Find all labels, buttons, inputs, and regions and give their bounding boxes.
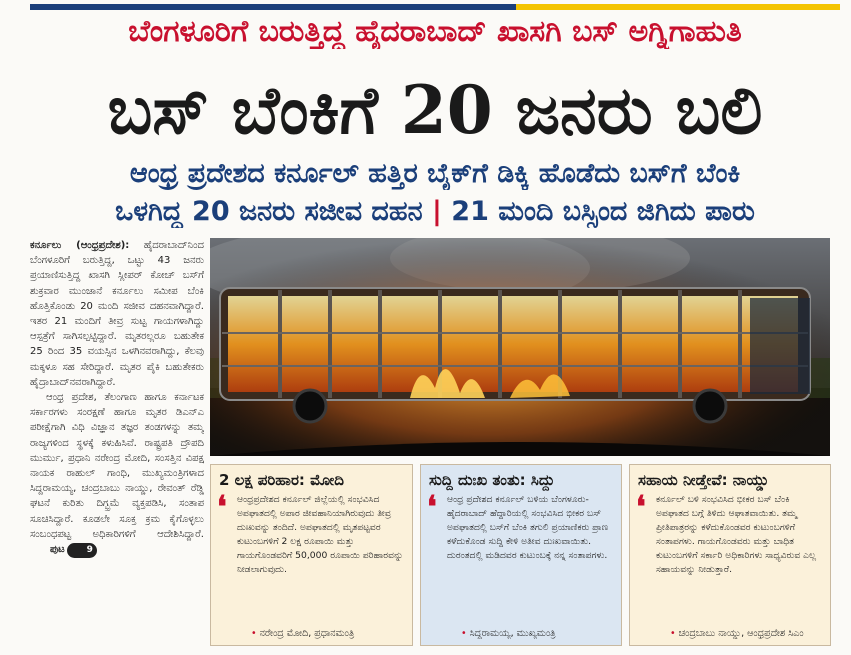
quote-box-text: ಆಂಧ್ರಪ್ರದೇಶದ ಕರ್ನೂಲ್ ಜಿಲ್ಲೆಯಲ್ಲಿ ಸಂಭವಿಸಿದ ಅಪಘಾತದಲ್ಲಿ ಅಪಾರ ಜೀವಹಾನಿಯಾಗಿರುವುದು ತೀವ್ರ ದುಃಖವನ್ನು ತಂದಿದೆ. ಅಪಘಾತದಲ್ಲಿ ಮೃತಪಟ್ಟವರ ಕುಟುಂಬಗಳಿಗೆ 2 ಲಕ್ಷ ರೂಪಾಯಿ ಮತ್ತು ಗಾಯಗೊಂಡವರಿಗೆ 50,000 ರೂಪಾಯಿ ಪರಿಹಾರವನ್ನು ನೀಡಲಾಗುವುದು. (237, 494, 404, 575)
subheadline-part-b: 21 ಮಂದಿ ಬಸ್ಸಿಂದ ಜಿಗಿದು ಪಾರು (451, 196, 755, 227)
top-color-bar (30, 4, 840, 10)
page-jump[interactable] (34, 542, 97, 558)
kicker-headline: ಬೆಂಗಳೂರಿಗೆ ಬರುತ್ತಿದ್ದ ಹೈದರಾಬಾದ್ ಖಾಸಗಿ ಬಸ್ ಅಗ್ನಿಗಾಹುತಿ (128, 14, 742, 49)
quote-box-body (421, 490, 621, 563)
quote-box-title: 2 ಲಕ್ಷ ಪರಿಹಾರ: ಮೋದಿ (219, 471, 344, 489)
quote-box-modi (210, 464, 413, 646)
bullet-icon: • (461, 628, 467, 639)
subheadline-line1: ಆಂಧ್ರ ಪ್ರದೇಶದ ಕರ್ನೂಲ್ ಹತ್ತಿರ ಬೈಕ್‌ಗೆ ಡಿಕ್ಕಿ ಹೊಡೆದು ಬಸ್‌ಗೆ ಬೆಂಕಿ (129, 158, 741, 189)
quote-mark-icon: ❛ (636, 490, 646, 525)
article-body (30, 238, 204, 643)
subheadline-separator: | (432, 196, 442, 227)
page-jump-label: ಪುಟ (50, 544, 65, 556)
attribution-text: ಸಿದ್ದರಾಮಯ್ಯ, ಮುಖ್ಯಮಂತ್ರಿ (469, 628, 556, 639)
subheadline-part-a: ಒಳಗಿದ್ದ 20 ಜನರು ಸಜೀವ ದಹನ (115, 196, 423, 227)
subheadline-line2 (30, 196, 840, 228)
quote-box-body (630, 490, 830, 577)
quote-box-title: ಸಹಾಯ ನೀಡ್ತೇವೆ: ನಾಯ್ಡು (638, 471, 769, 489)
quote-mark-icon: ❛ (217, 490, 227, 525)
bullet-icon: • (670, 628, 676, 639)
attribution-text: ನರೇಂದ್ರ ಮೋದಿ, ಪ್ರಧಾನಮಂತ್ರಿ (259, 628, 355, 639)
quote-box-siddaramaiah (420, 464, 622, 646)
quote-box-attribution (251, 628, 406, 639)
quote-box-body (211, 490, 412, 577)
burning-bus-photo (210, 238, 830, 456)
quote-mark-icon: ❛ (427, 490, 437, 525)
page-jump-number: 9 (67, 543, 97, 558)
quote-box-title: ಸುದ್ದಿ ದುಃಖ ತಂತು: ಸಿದ್ದು (429, 471, 555, 489)
quote-box-text: ಆಂಧ್ರ ಪ್ರದೇಶದ ಕರ್ನೂಲ್ ಬಳಿಯ ಬೆಂಗಳೂರು-ಹೈದರಾಬಾದ್ ಹೆದ್ದಾರಿಯಲ್ಲಿ ಸಂಭವಿಸಿದ ಭೀಕರ ಬಸ್ ಅಪಘಾತದಲ್ಲಿ ಬಸ್‌ಗೆ ಬೆಂಕಿ ತಗುಲಿ ಪ್ರಯಾಣಿಕರು ಪ್ರಾಣ ಕಳೆದುಕೊಂಡ ಸುದ್ದಿ ಕೇಳಿ ಅತೀವ ದುಃಖವಾಯಿತು. ದುರಂತದಲ್ಲಿ ಮಡಿದವರ ಕುಟುಂಬಕ್ಕೆ ನನ್ನ ಸಂತಾಪಗಳು. (447, 494, 609, 561)
bullet-icon: • (251, 628, 257, 639)
article-dateline: ಕರ್ನೂಲು (ಆಂಧ್ರಪ್ರದೇಶ): (30, 240, 130, 251)
article-paragraph-1: ಹೈದರಾಬಾದ್‌ನಿಂದ ಬೆಂಗಳೂರಿಗೆ ಬರುತ್ತಿದ್ದ, ಒಟ್ಟು 43 ಜನರು ಪ್ರಯಾಣಿಸುತ್ತಿದ್ದ ಖಾಸಗಿ ಸ್ಲೀಪರ್ ಕೋಚ್ ಬಸ್‌ಗೆ ಶುಕ್ರವಾರ ಮುಂಜಾನೆ ಕರ್ನೂಲು ಸಮೀಪ ಬೆಂಕಿ ಹೊತ್ತಿಕೊಂಡು 20 ಮಂದಿ ಸಜೀವ ದಹನವಾಗಿದ್ದಾರೆ. ಇತರ 21 ಮಂದಿಗೆ ತೀವ್ರ ಸುಟ್ಟ ಗಾಯಗಳಾಗಿದ್ದು ಆಸ್ಪತ್ರೆಗೆ ಸಾಗಿಸಲ್ಪಟ್ಟಿದ್ದಾರೆ. ಮೃತರಲ್ಲರೂ ಬಹುತೇಕ 25 ರಿಂದ 35 ವಯಸ್ಸಿನ ಒಳಗಿನವರಾಗಿದ್ದು, ಕೆಲವು ಮಕ್ಕಳೂ ಸಹ ಸೇರಿದ್ದಾರೆ. ಮೃತರ ಪೈಕಿ ಬಹುತೇಕರು ಹೈದ್ರಾಬಾದ್‌ನವರಾಗಿದ್ದಾರೆ. (30, 240, 204, 388)
article-paragraph-2: ಆಂಧ್ರ ಪ್ರದೇಶ, ತೆಲಂಗಾಣ ಹಾಗೂ ಕರ್ನಾಟಕ ಸರ್ಕಾರಗಳು ಸಂರಕ್ಷಣೆ ಹಾಗೂ ಮೃತರ ಡಿಎನ್‌ಎ ಪರೀಕ್ಷೆಗಾಗಿ ವಿಧಿ ವಿಜ್ಞಾನ ತಜ್ಞರ ತಂಡಗಳನ್ನು ತಮ್ಮ ರಾಜ್ಯಗಳಿಂದ ಸ್ಥಳಕ್ಕೆ ಕಳುಹಿಸಿವೆ. ರಾಷ್ಟ್ರಪತಿ ದ್ರೌಪದಿ ಮುರ್ಮು, ಪ್ರಧಾನಿ ನರೇಂದ್ರ ಮೋದಿ, ಸಂಸತ್ತಿನ ವಿಪಕ್ಷ ನಾಯಕ ರಾಹುಲ್ ಗಾಂಧಿ, ಮುಖ್ಯಮಂತ್ರಿಗಳಾದ ಸಿದ್ದರಾಮಯ್ಯ, ಚಂದ್ರಬಾಬು ನಾಯ್ಡು, ರೇವಂತ್ ರೆಡ್ಡಿ ಘಟನೆ ಕುರಿತು ದಿಗ್ಭ್ರಮೆ ವ್ಯಕ್ತಪಡಿಸಿ, ಸಂತಾಪ ಸೂಚಿಸಿದ್ದಾರೆ. ಕೂಡಲೇ ಸೂಕ್ತ ಕ್ರಮ ಕೈಗೊಳ್ಳಲು ಸಂಬಂಧಪಟ್ಟ ಅಧಿಕಾರಿಗಳಿಗೆ ಆದೇಶಿಸಿದ್ದಾರೆ. (30, 392, 204, 540)
main-headline: ಬಸ್ ಬೆಂಕಿಗೆ 20 ಜನರು ಬಲಿ (107, 71, 763, 149)
quote-box-attribution (461, 628, 615, 639)
quote-box-naidu (629, 464, 831, 646)
attribution-text: ಚಂದ್ರಬಾಬು ನಾಯ್ಡು, ಆಂಧ್ರಪ್ರದೇಶ ಸಿಎಂ (678, 628, 804, 639)
quote-box-attribution (670, 628, 824, 639)
quote-box-text: ಕರ್ನೂಲ್ ಬಳಿ ಸಂಭವಿಸಿದ ಭೀಕರ ಬಸ್ ಬೆಂಕಿ ಅಪಘಾತದ ಬಗ್ಗೆ ತಿಳಿದು ಆಘಾತವಾಯಿತು. ತಮ್ಮ ಪ್ರೀತಿಪಾತ್ರರನ್ನು ಕಳೆದುಕೊಂಡವರ ಕುಟುಂಬಗಳಿಗೆ ಸಂತಾಪಗಳು. ಗಾಯಗೊಂಡವರು ಮತ್ತು ಬಾಧಿತ ಕುಟುಂಬಗಳಿಗೆ ಸರ್ಕಾರಿ ಅಧಿಕಾರಿಗಳು ಸಾಧ್ಯವಿರುವ ಎಲ್ಲ ಸಹಾಯವನ್ನು ನೀಡುತ್ತಾರೆ. (656, 494, 817, 575)
